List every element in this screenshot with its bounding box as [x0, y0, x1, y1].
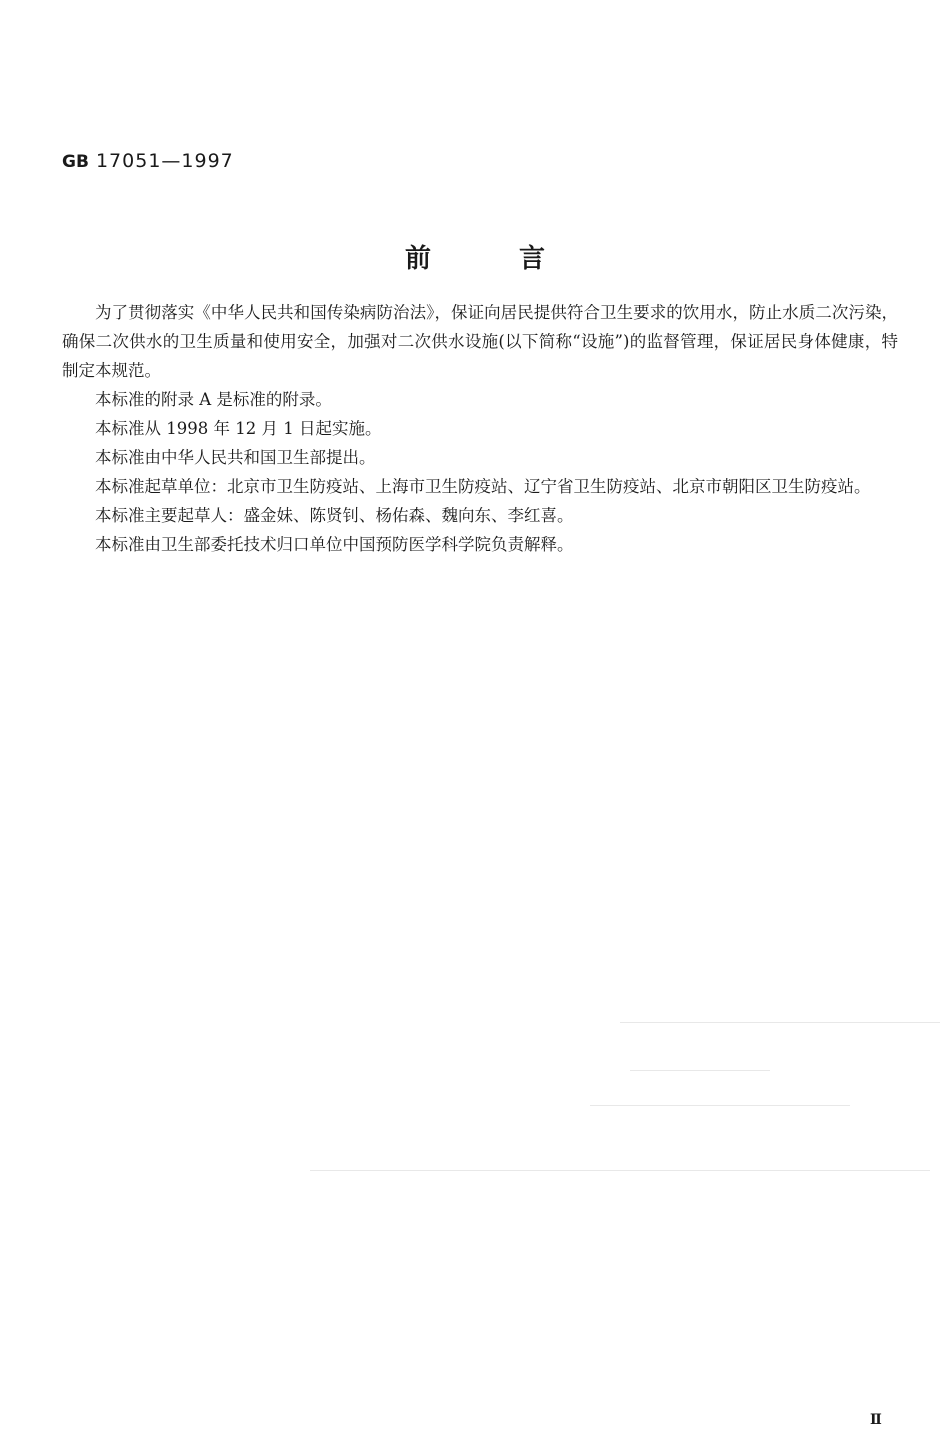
scan-artifact-line	[630, 1070, 770, 1071]
paragraph-proposer: 本标准由中华人民共和国卫生部提出。	[95, 448, 376, 467]
paragraph-appendix: 本标准的附录 A 是标准的附录。	[95, 390, 332, 409]
paragraph-purpose: 为了贯彻落实《中华人民共和国传染病防治法》，保证向居民提供符合卫生要求的饮用水，防止水质二次污染，确保二次供水的卫生质量和使用安全，加强对二次供水设施(以下简称“设施”)的监督管理，保证居民身体健康，特制定本规范。	[62, 303, 898, 380]
foreword-body	[62, 298, 898, 559]
standard-number-header	[62, 150, 234, 172]
scan-artifact-line	[620, 1022, 940, 1023]
page-title: 前言	[404, 244, 633, 274]
paragraph-drafting-units: 本标准起草单位：北京市卫生防疫站、上海市卫生防疫站、辽宁省卫生防疫站、北京市朝阳区卫生防疫站。	[95, 477, 871, 496]
page-number: Ⅱ	[870, 1412, 882, 1428]
standard-prefix: GB	[62, 152, 89, 172]
scan-artifact-line	[590, 1105, 850, 1106]
scan-artifact-line	[310, 1170, 930, 1171]
paragraph-interpretation: 本标准由卫生部委托技术归口单位中国预防医学科学院负责解释。	[95, 535, 574, 554]
standard-number: 17051—1997	[95, 150, 234, 172]
paragraph-drafters: 本标准主要起草人：盛金妹、陈贤钊、杨佑森、魏向东、李红喜。	[95, 506, 574, 525]
paragraph-effective-date: 本标准从 1998 年 12 月 1 日起实施。	[95, 419, 382, 438]
